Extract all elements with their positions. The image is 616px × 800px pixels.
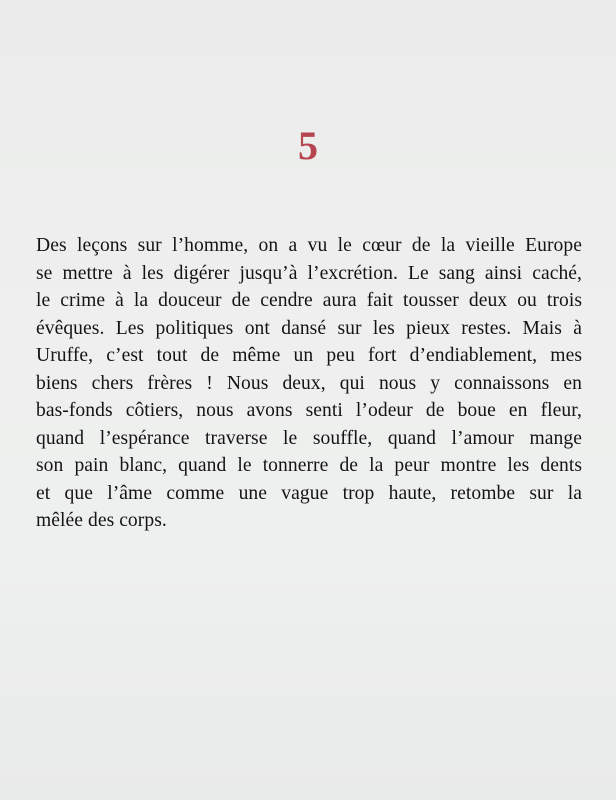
paragraph-line-3: le crime à la douceur de cendre aura fait tousser deux ou trois bbox=[36, 290, 582, 311]
paragraph-line-5: Uruffe, c’est tout de même un peu fort d’endiablement, mes bbox=[36, 345, 582, 366]
paragraph-line-6: biens chers frères ! Nous deux, qui nous y connaissons en bbox=[36, 372, 582, 394]
paragraph-line-4: évêques. Les politiques ont dansé sur les pieux restes. Mais à bbox=[36, 317, 582, 339]
paragraph-line-2: se mettre à les digérer jusqu’à l’excrétion. Le sang ainsi caché, bbox=[36, 262, 582, 284]
paragraph-line-9: son pain blanc, quand le tonnerre de la peur montre les dents bbox=[36, 455, 582, 476]
paragraph-line-8: quand l’espérance traverse le souffle, quand l’amour mange bbox=[36, 427, 582, 449]
paragraph-line-10: et que l’âme comme une vague trop haute, retombe sur la bbox=[36, 482, 582, 504]
paragraph-line-7: bas-fonds côtiers, nous avons senti l’odeur de boue en fleur, bbox=[36, 400, 582, 421]
body-paragraph bbox=[36, 232, 582, 535]
chapter-number: 5 bbox=[298, 123, 318, 168]
paragraph-line-11: mêlée des corps. bbox=[36, 510, 167, 531]
paragraph-line-1: Des leçons sur l’homme, on a vu le cœur de la vieille Europe bbox=[36, 235, 582, 256]
